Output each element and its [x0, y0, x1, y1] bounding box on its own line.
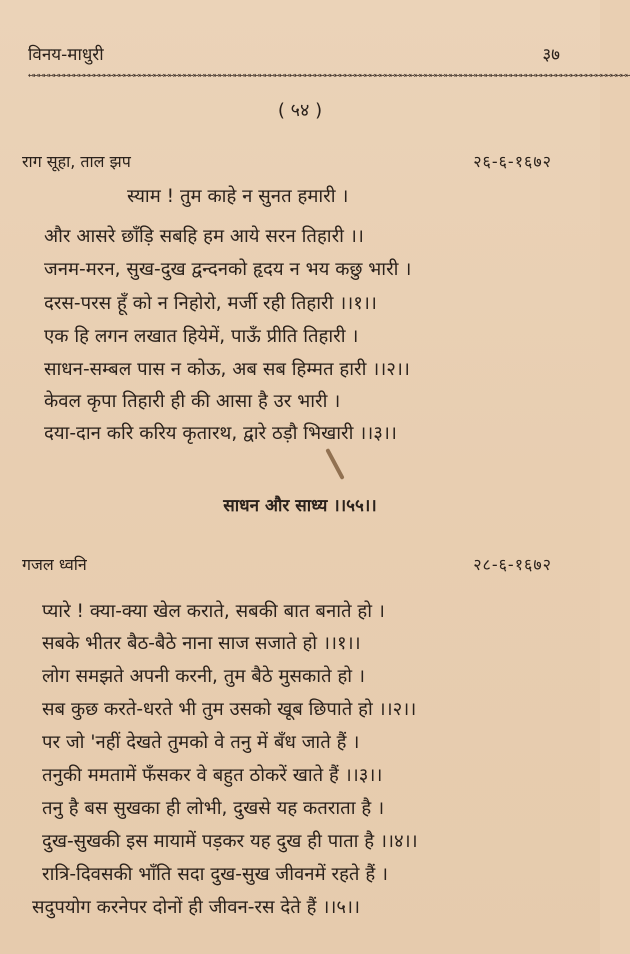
- verse-line: तनुकी ममतामें फँसकर वे बहुत ठोकरें खाते हैं ।।३।।: [42, 765, 383, 786]
- page-number: ३७: [542, 45, 560, 65]
- verse-line: दुख-सुखकी इस मायामें पड़कर यह दुख ही पाता है ।।४।।: [42, 831, 418, 852]
- verse-line: सदुपयोग करनेपर दोनों ही जीवन-रस देते हैं ।।५।।: [32, 897, 361, 918]
- hymn-meta: [22, 553, 552, 577]
- verse-line: लोग समझते अपनी करनी, तुम बैठे मुसकाते हो ।: [42, 666, 365, 687]
- verse-line: जनम-मरन, सुख-दुख द्वन्दनको हृदय न भय कछु भारी ।: [44, 259, 412, 280]
- verse-line: दरस-परस हूँ को न निहोरो, मर्जी रही तिहारी ।।१।।: [44, 293, 377, 314]
- verse-line: और आसरे छाँड़ि सबहि हम आये सरन तिहारी ।।: [44, 226, 364, 247]
- verse-line: सबके भीतर बैठ-बैठे नाना साज सजाते हो ।।१।।: [42, 633, 361, 654]
- verse-line: तनु है बस सुखका ही लोभी, दुखसे यह कतराता है ।: [42, 798, 385, 819]
- verse-line: प्यारे ! क्या-क्या खेल कराते, सबकी बात बनाते हो ।: [42, 601, 385, 622]
- decorative-border: ↢↢↢↢↢↢↢↢↢↢↢↢↢↢↢↢↢↢↢↢↢↢↢↢↢↢↢↢↢↢↢↢↢↢↢↢↢↢↢↢↢↢↢↢↢↢↢↢↢↢↢↢↢↢↢↢↢↢↢↢↢↢↢↢↢↢↢↢↢↢↢↢↢↢↢↢↢↢↢↢↢↢↢↢↢↢↢↢↢↢↢↢↢↢↢↢↢↢↢↢↢↢↢↢↢↢↢↢↢↢↢↢↢↢↢↢↢↢↢↢: [28, 70, 630, 81]
- section-title: साधन और साध्य ।।५५।।: [223, 496, 377, 516]
- verse-line: दया-दान करि करिय कृतारथ, द्वारे ठड़ौ भिखारी ।।३।।: [44, 423, 397, 444]
- hymn-date: २६-६-१६७२: [473, 152, 552, 171]
- verse-line: स्याम ! तुम काहे न सुनत हमारी ।: [127, 186, 349, 207]
- ink-mark: [325, 448, 344, 480]
- raag-label: गजल ध्वनि: [22, 555, 87, 574]
- hymn-date: २८-६-१६७२: [473, 555, 552, 574]
- hymn-meta: [22, 150, 552, 174]
- verse-line: केवल कृपा तिहारी ही की आसा है उर भारी ।: [44, 391, 341, 412]
- verse-line: रात्रि-दिवसकी भाँति सदा दुख-सुख जीवनमें रहते हैं ।: [42, 864, 389, 885]
- running-header: [28, 42, 560, 68]
- verse-line: साधन-सम्बल पास न कोऊ, अब सब हिम्मत हारी ।।२।।: [44, 359, 410, 380]
- book-title: विनय-माधुरी: [28, 45, 104, 65]
- raag-label: राग सूहा, ताल झप: [22, 152, 131, 171]
- hymn-number: ( ५४ ): [277, 100, 323, 121]
- verse-line: सब कुछ करते-धरते भी तुम उसको खूब छिपाते हो ।।२।।: [42, 699, 417, 720]
- verse-line: पर जो 'नहीं देखते तुमको वे तनु में बँध जाते हैं ।: [42, 732, 360, 753]
- verse-line: एक हि लगन लखात हियेमें, पाऊँ प्रीति तिहारी ।: [44, 326, 359, 347]
